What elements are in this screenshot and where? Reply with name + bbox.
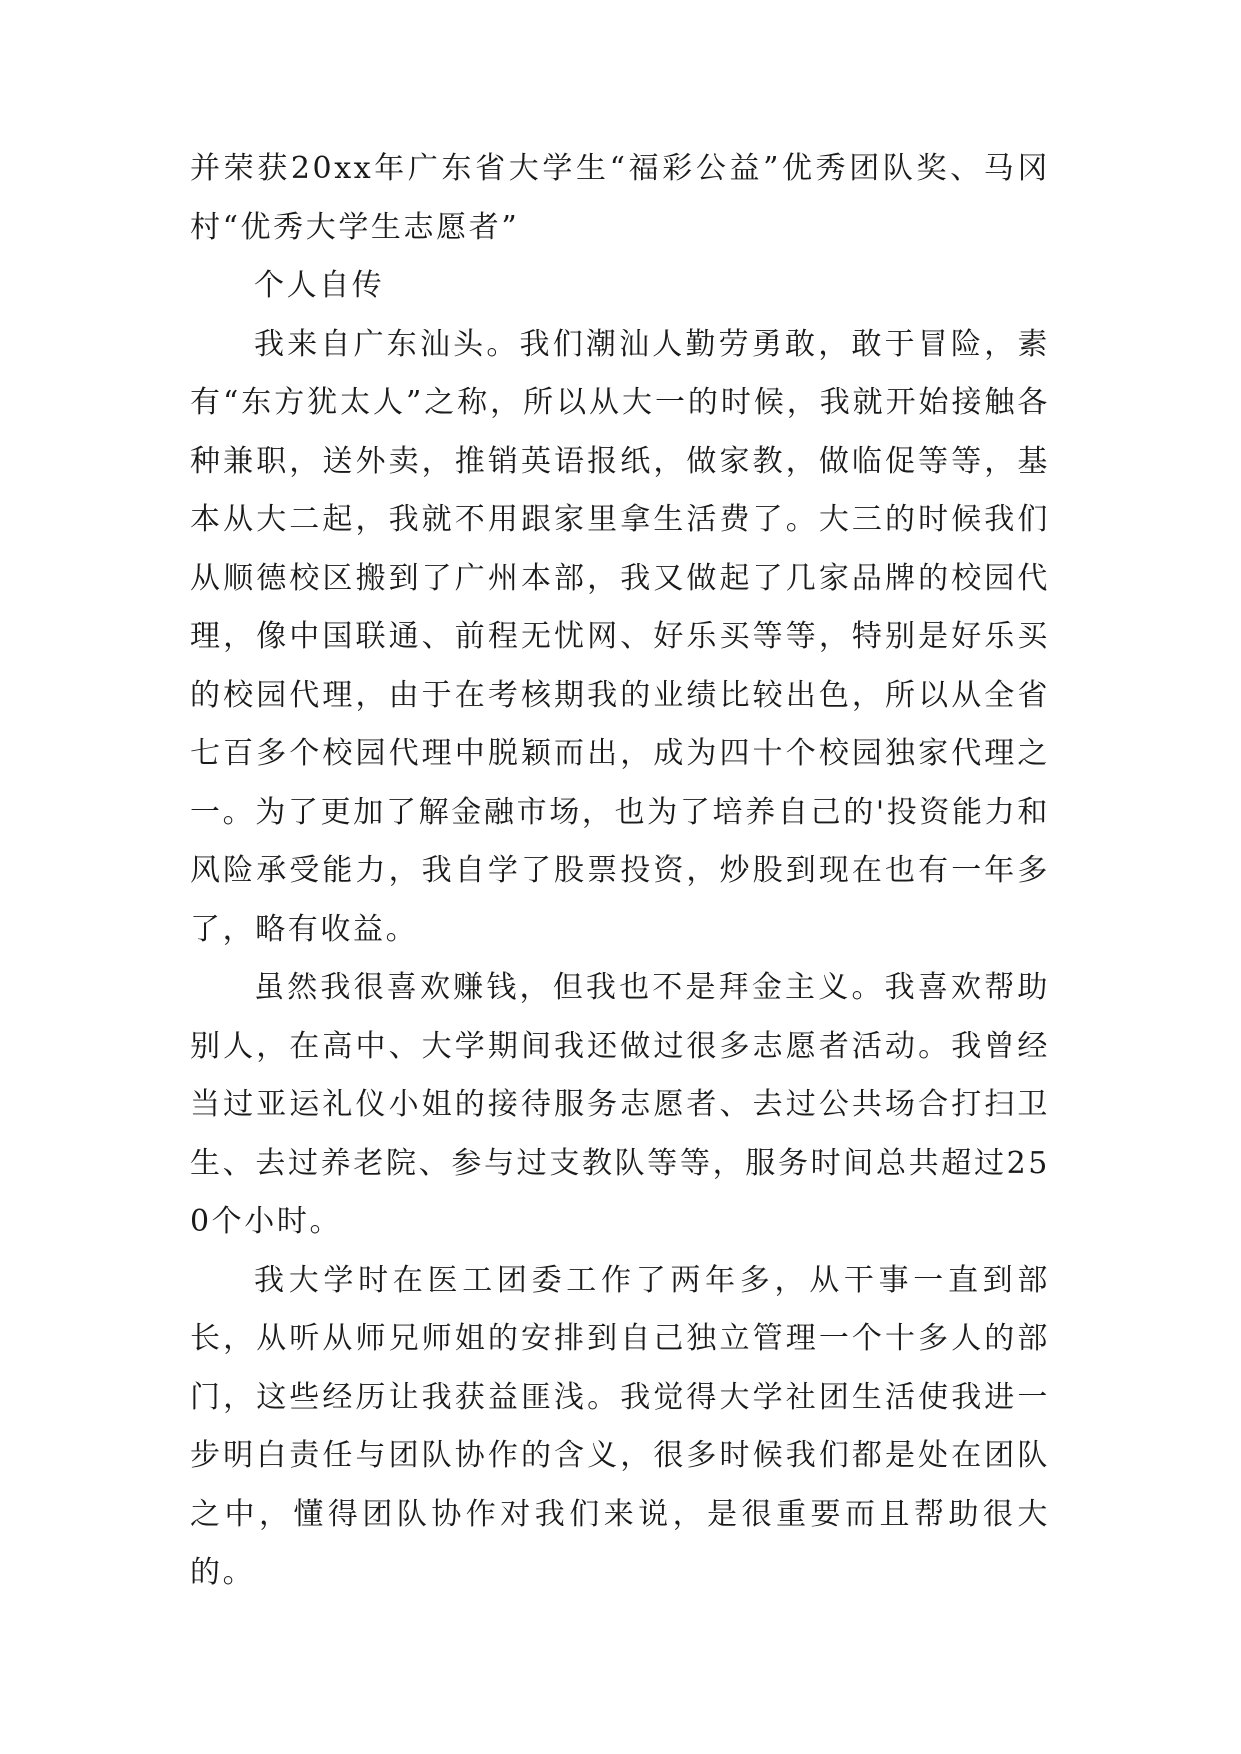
award-paragraph: 并荣获20xx年广东省大学生“福彩公益”优秀团队奖、马冈村“优秀大学生志愿者” — [190, 151, 1050, 245]
document-body — [190, 140, 1050, 1603]
body-paragraph-volunteering: 虽然我很喜欢赚钱，但我也不是拜金主义。我喜欢帮助别人，在高中、大学期间我还做过很多志愿者活动。我曾经当过亚运礼仪小姐的接待服务志愿者、去过公共场合打扫卫生、去过养老院、参与过支教队等等，服务时间总共超过250个小时。 — [190, 970, 1050, 1239]
body-paragraph-student-union: 我大学时在医工团委工作了两年多，从干事一直到部长，从听从师兄师姐的安排到自己独立管理一个十多人的部门，这些经历让我获益匪浅。我觉得大学社团生活使我进一步明白责任与团队协作的含义，很多时候我们都是处在团队之中，懂得团队协作对我们来说，是很重要而且帮助很大的。 — [190, 1262, 1050, 1590]
body-paragraph-background: 我来自广东汕头。我们潮汕人勤劳勇敢，敢于冒险，素有“东方犹太人”之称，所以从大一的时候，我就开始接触各种兼职，送外卖，推销英语报纸，做家教，做临促等等，基本从大二起，我就不用跟家里拿生活费了。大三的时候我们从顺德校区搬到了广州本部，我又做起了几家品牌的校园代理，像中国联通、前程无忧网、好乐买等等，特别是好乐买的校园代理，由于在考核期我的业绩比较出色，所以从全省七百多个校园代理中脱颖而出，成为四十个校园独家代理之一。为了更加了解金融市场，也为了培养自己的'投资能力和风险承受能力，我自学了股票投资，炒股到现在也有一年多了，略有收益。 — [190, 326, 1050, 947]
section-heading: 个人自传 — [254, 268, 385, 303]
